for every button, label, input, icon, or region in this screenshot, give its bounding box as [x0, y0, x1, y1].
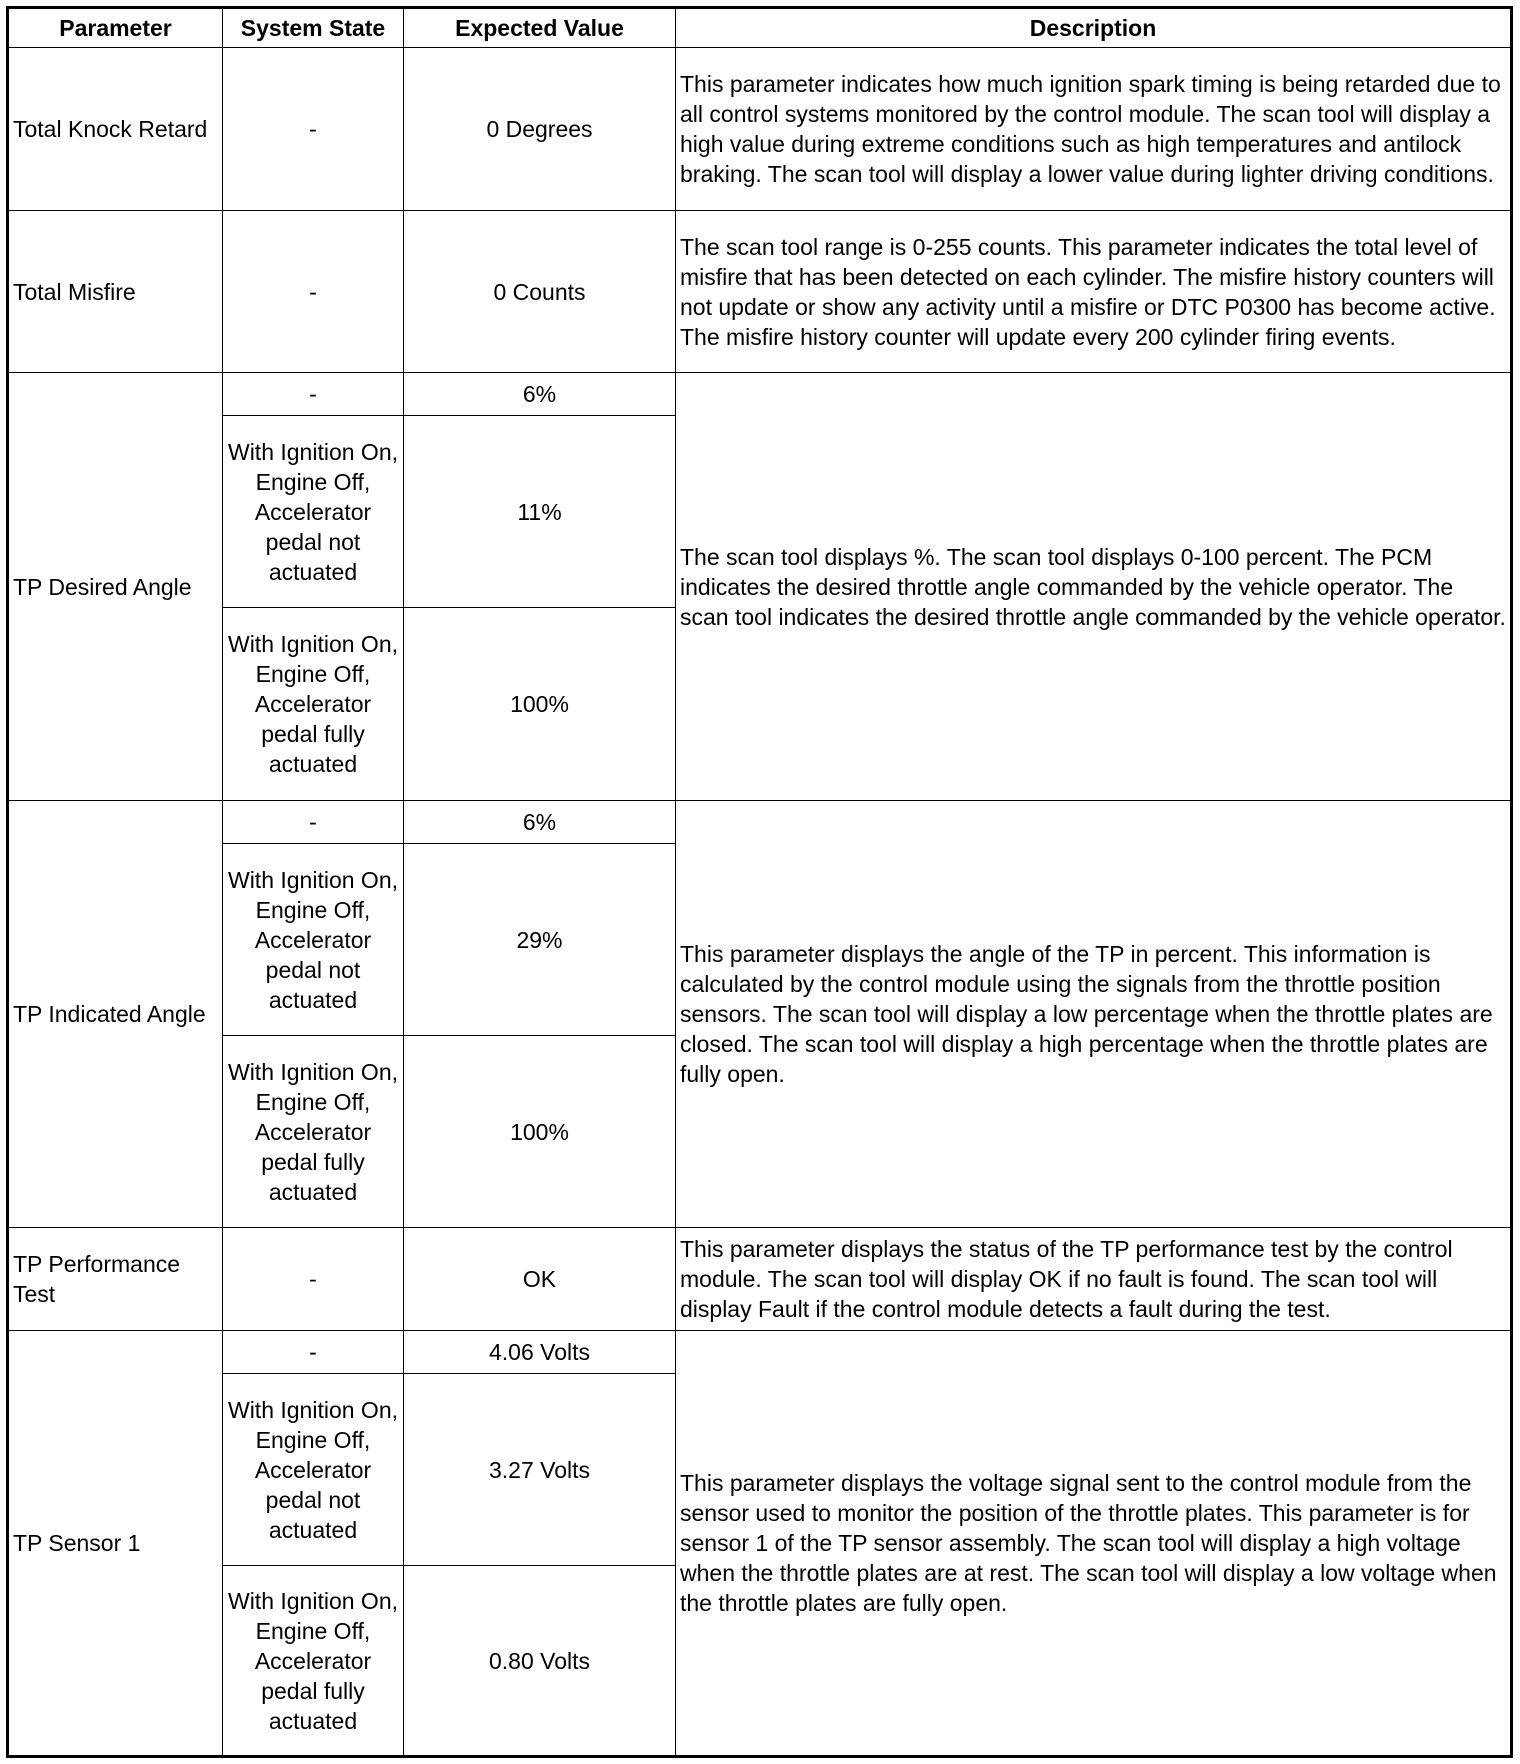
header-system-state: System State: [223, 8, 404, 48]
value-cell: OK: [404, 1228, 676, 1331]
parameter-cell: TP Indicated Angle: [8, 801, 223, 1228]
state-cell: With Ignition On, Engine Off, Accelerator pedal fully actuated: [223, 1566, 404, 1757]
header-expected-value: Expected Value: [404, 8, 676, 48]
table-row: [8, 1331, 1512, 1374]
value-cell: 4.06 Volts: [404, 1331, 676, 1374]
state-cell: -: [223, 801, 404, 844]
value-cell: 0.80 Volts: [404, 1566, 676, 1757]
state-cell: -: [223, 373, 404, 416]
description-cell: This parameter displays the status of the TP performance test by the control module. The scan tool will display OK if no fault is found. The scan tool will display Fault if the control module detects a fault during the test.: [676, 1228, 1512, 1331]
table-row: [8, 1228, 1512, 1331]
value-cell: 0 Counts: [404, 211, 676, 373]
parameter-cell: Total Knock Retard: [8, 48, 223, 211]
table-row: [8, 801, 1512, 844]
value-cell: 0 Degrees: [404, 48, 676, 211]
value-cell: 6%: [404, 373, 676, 416]
value-cell: 100%: [404, 1036, 676, 1228]
state-cell: With Ignition On, Engine Off, Accelerator pedal fully actuated: [223, 1036, 404, 1228]
description-cell: This parameter displays the voltage signal sent to the control module from the sensor used to monitor the position of the throttle plates. This parameter is for sensor 1 of the TP sensor assembly. The scan tool will display a high voltage when the throttle plates are at rest. The scan tool will display a low voltage when the throttle plates are fully open.: [676, 1331, 1512, 1757]
description-cell: The scan tool displays %. The scan tool displays 0-100 percent. The PCM indicates the desired throttle angle commanded by the vehicle operator. The scan tool indicates the desired throttle angle commanded by the vehicle operator.: [676, 373, 1512, 801]
state-cell: -: [223, 211, 404, 373]
state-cell: With Ignition On, Engine Off, Accelerator pedal fully actuated: [223, 608, 404, 801]
value-cell: 3.27 Volts: [404, 1374, 676, 1566]
parameter-cell: TP Performance Test: [8, 1228, 223, 1331]
state-cell: -: [223, 1331, 404, 1374]
value-cell: 11%: [404, 416, 676, 608]
description-cell: This parameter displays the angle of the TP in percent. This information is calculated by the control module using the signals from the throttle position sensors. The scan tool will display a low percentage when the throttle plates are closed. The scan tool will display a high percentage when the throttle plates are fully open.: [676, 801, 1512, 1228]
state-cell: -: [223, 1228, 404, 1331]
parameter-cell: TP Sensor 1: [8, 1331, 223, 1757]
description-cell: The scan tool range is 0-255 counts. This parameter indicates the total level of misfire that has been detected on each cylinder. The misfire history counters will not update or show any activity until a misfire or DTC P0300 has become active. The misfire history counter will update every 200 cylinder firing events.: [676, 211, 1512, 373]
state-cell: With Ignition On, Engine Off, Accelerator pedal not actuated: [223, 416, 404, 608]
table-row: [8, 211, 1512, 373]
header-parameter: Parameter: [8, 8, 223, 48]
parameter-cell: Total Misfire: [8, 211, 223, 373]
value-cell: 29%: [404, 844, 676, 1036]
parameter-cell: TP Desired Angle: [8, 373, 223, 801]
header-description: Description: [676, 8, 1512, 48]
table-row: [8, 373, 1512, 416]
state-cell: With Ignition On, Engine Off, Accelerator pedal not actuated: [223, 1374, 404, 1566]
value-cell: 100%: [404, 608, 676, 801]
header-row: [8, 8, 1512, 48]
table-row: [8, 48, 1512, 211]
value-cell: 6%: [404, 801, 676, 844]
state-cell: With Ignition On, Engine Off, Accelerator pedal not actuated: [223, 844, 404, 1036]
parameter-table: [6, 6, 1513, 1758]
description-cell: This parameter indicates how much ignition spark timing is being retarded due to all control systems monitored by the control module. The scan tool will display a high value during extreme conditions such as high temperatures and antilock braking. The scan tool will display a lower value during lighter driving conditions.: [676, 48, 1512, 211]
state-cell: -: [223, 48, 404, 211]
